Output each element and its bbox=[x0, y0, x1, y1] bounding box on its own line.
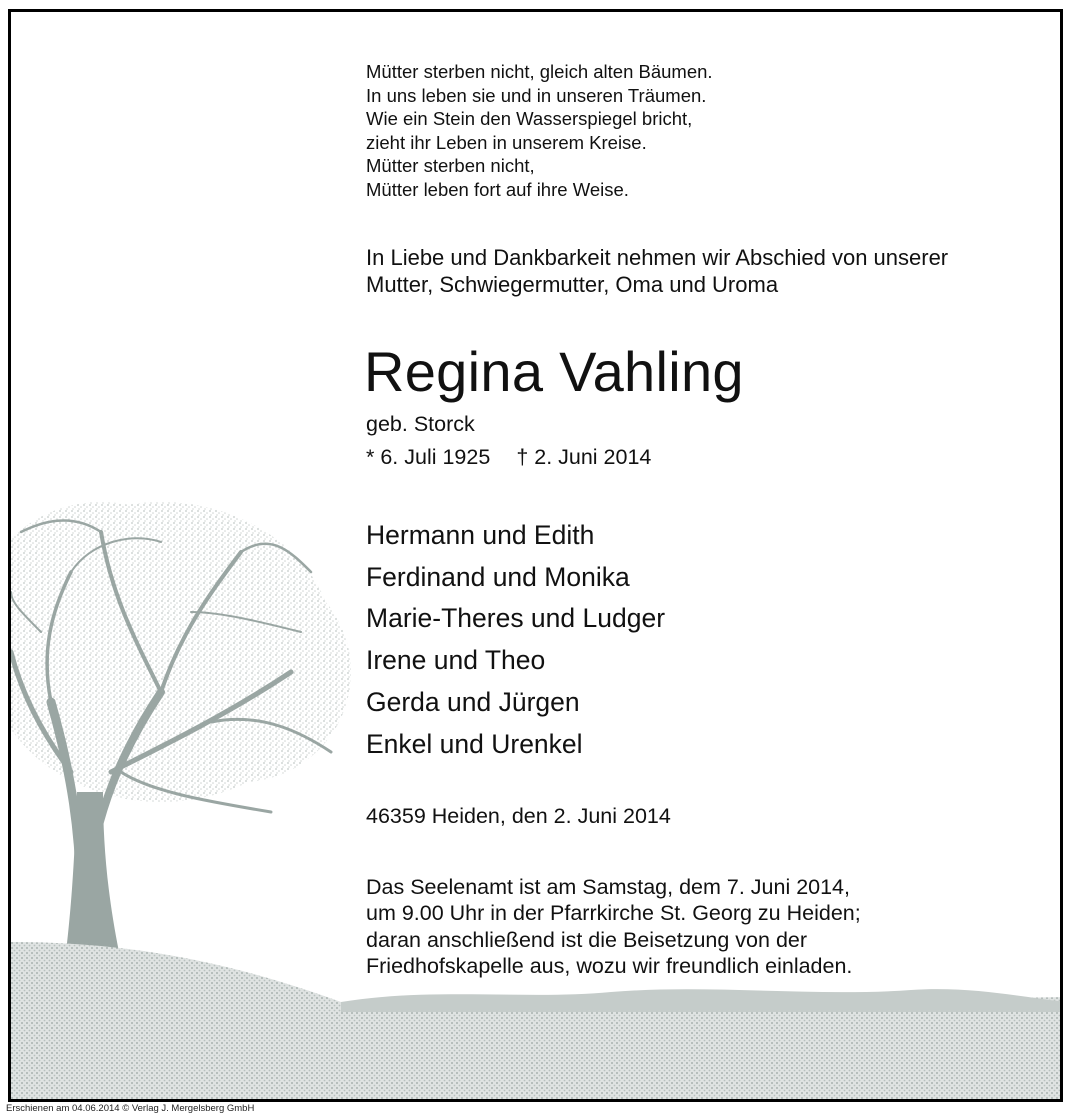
family-member: Marie-Theres und Ludger bbox=[366, 603, 666, 634]
life-dates bbox=[366, 443, 651, 471]
service-line: um 9.00 Uhr in der Pfarrkirche St. Georg zu Heiden; bbox=[366, 901, 861, 926]
deceased-name: Regina Vahling bbox=[364, 340, 744, 403]
family-member: Irene und Theo bbox=[366, 645, 546, 676]
poem bbox=[366, 60, 713, 202]
service-line: Friedhofskapelle aus, wozu wir freundlich einladen. bbox=[366, 953, 853, 978]
poem-line: Wie ein Stein den Wasserspiegel bricht, bbox=[366, 108, 693, 130]
poem-line: In uns leben sie und in unseren Träumen. bbox=[366, 84, 707, 106]
service-line: daran anschließend ist die Beisetzung von der bbox=[366, 927, 808, 952]
place-date: 46359 Heiden, den 2. Juni 2014 bbox=[366, 804, 671, 828]
family-member: Ferdinand und Monika bbox=[366, 561, 630, 592]
poem-line: zieht ihr Leben in unserem Kreise. bbox=[366, 131, 647, 153]
maiden-name: geb. Storck bbox=[366, 412, 475, 436]
obituary-frame bbox=[8, 9, 1063, 1102]
intro-line: In Liebe und Dankbarkeit nehmen wir Abschied von unserer bbox=[366, 245, 949, 270]
farewell-intro bbox=[366, 244, 948, 298]
publication-footer: Erschienen am 04.06.2014 © Verlag J. Mergelsberg GmbH bbox=[6, 1103, 255, 1114]
family-member: Enkel und Urenkel bbox=[366, 728, 583, 759]
mourning-family bbox=[366, 515, 665, 765]
poem-line: Mütter sterben nicht, bbox=[366, 155, 535, 177]
distant-hills bbox=[341, 989, 1063, 1012]
service-info bbox=[366, 874, 861, 979]
birth-date: * 6. Juli 1925 bbox=[366, 445, 491, 469]
service-line: Das Seelenamt ist am Samstag, dem 7. Juni 2014, bbox=[366, 875, 850, 899]
poem-line: Mütter leben fort auf ihre Weise. bbox=[366, 178, 629, 200]
death-date: † 2. Juni 2014 bbox=[516, 445, 652, 469]
family-member: Gerda und Jürgen bbox=[366, 686, 580, 717]
poem-line: Mütter sterben nicht, gleich alten Bäumen. bbox=[366, 61, 713, 82]
family-member: Hermann und Edith bbox=[366, 520, 595, 550]
intro-line: Mutter, Schwiegermutter, Oma und Uroma bbox=[366, 272, 779, 297]
